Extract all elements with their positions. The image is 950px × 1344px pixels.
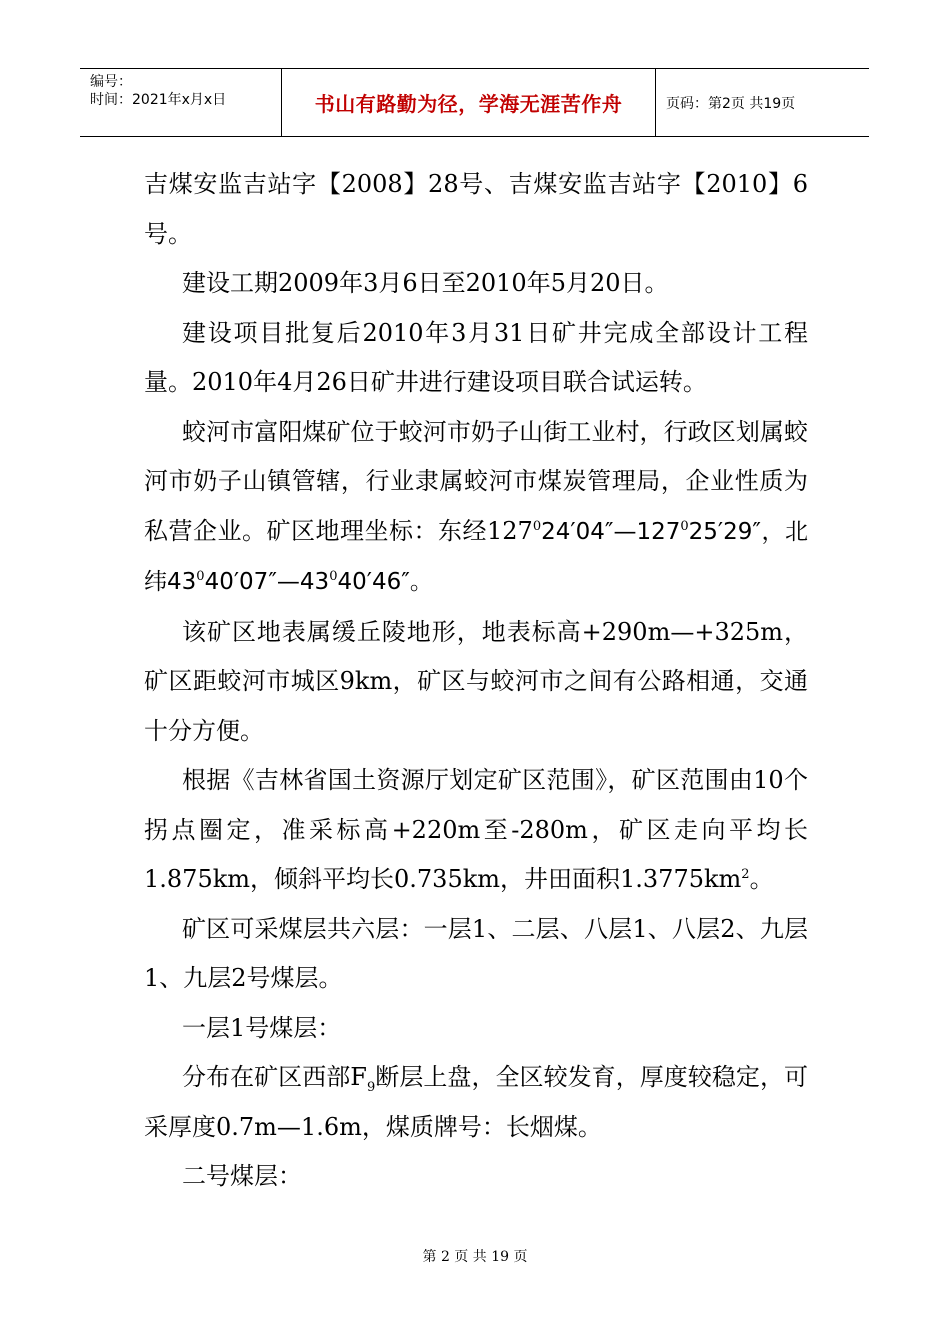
- paragraph-text: 蛟河市富阳煤矿位于蛟河市奶子山街工业村，行政区划属蛟河市奶子山镇管辖，行业隶属蛟河市煤炭管理局，企业性质为私营企业。矿区地理坐标：东经127: [144, 417, 808, 545]
- header-motto: 书山有路勤为径，学海无涯苦作舟: [314, 92, 623, 116]
- paragraph-mining-area: [144, 756, 808, 905]
- paragraph-text: 断层上盘，全区较发育，厚度较稳定，可采厚度0.7m—1.6m，煤质牌号：长烟煤。: [144, 1063, 808, 1141]
- paragraph-seam-1-description: [144, 1053, 808, 1152]
- paragraph-text: 该矿区地表属缓丘陵地形，地表标高+290m—+325m，矿区距蛟河市城区9km，矿区与蛟河市之间有公路相通，交通十分方便。: [144, 617, 808, 745]
- degree-superscript: 0: [532, 518, 542, 534]
- paragraph-terrain: [144, 608, 808, 757]
- paragraph-text: 。: [749, 865, 774, 893]
- paragraph-mine-location: [144, 408, 808, 608]
- header-meta: [80, 69, 282, 136]
- header-motto-cell: [282, 69, 656, 136]
- header-page-code: 页码：第2页 共19页: [666, 95, 796, 112]
- paragraph-approval: [144, 160, 808, 259]
- paragraph-text: 一层1号煤层：: [182, 1013, 342, 1042]
- paragraph-text: 二号煤层：: [182, 1162, 302, 1190]
- document-body: [144, 160, 808, 1202]
- paragraph-text: 分布在矿区西部F: [182, 1063, 367, 1091]
- paragraph-text: 根据《吉林省国土资源厅划定矿区范围》，矿区范围由10个拐点圈定，准采标高+220m至-280m，矿区走向平均长1.875km，倾斜平均长0.735km，井田面积1.3775km: [144, 766, 808, 893]
- coordinate-text: 40′07″—43: [204, 569, 330, 595]
- coordinate-text: 25′29″，北纬43: [144, 518, 808, 595]
- degree-superscript: 0: [680, 518, 689, 534]
- area-superscript: 2: [741, 867, 750, 882]
- paragraph-trial-operation: [144, 309, 808, 408]
- coordinate-text: 40′46″。: [337, 569, 433, 595]
- paragraph-seam-2-heading: [144, 1152, 808, 1202]
- coordinate-text: 24′04″—127: [541, 518, 681, 545]
- paragraph-text: 建设工期2009年3月6日至2010年5月20日。: [182, 269, 669, 297]
- paragraph-coal-seams: [144, 905, 808, 1004]
- fault-subscript: 9: [366, 1079, 376, 1095]
- paragraph-text: 矿区可采煤层共六层：一层1、二层、八层1、八层2、九层1、九层2号煤层。: [144, 914, 808, 992]
- paragraph-seam-1-heading: [144, 1004, 808, 1054]
- paragraph-text: 建设项目批复后2010年3月31日矿井完成全部设计工程量。2010年4月26日矿井进行建设项目联合试运转。: [144, 318, 808, 396]
- paragraph-text: 吉煤安监吉站字【2008】28号、吉煤安监吉站字【2010】6号。: [144, 170, 808, 248]
- page-header: [80, 68, 869, 137]
- paragraph-construction-period: [144, 259, 808, 309]
- degree-superscript: 0: [329, 569, 338, 584]
- page-footer: 第 2 页 共 19 页: [422, 1249, 528, 1265]
- header-page-code-cell: [656, 69, 869, 136]
- document-number-label: 编号：: [90, 74, 132, 90]
- degree-superscript: 0: [196, 569, 205, 584]
- document-time-label: 时间：2021年x月x日: [90, 92, 227, 108]
